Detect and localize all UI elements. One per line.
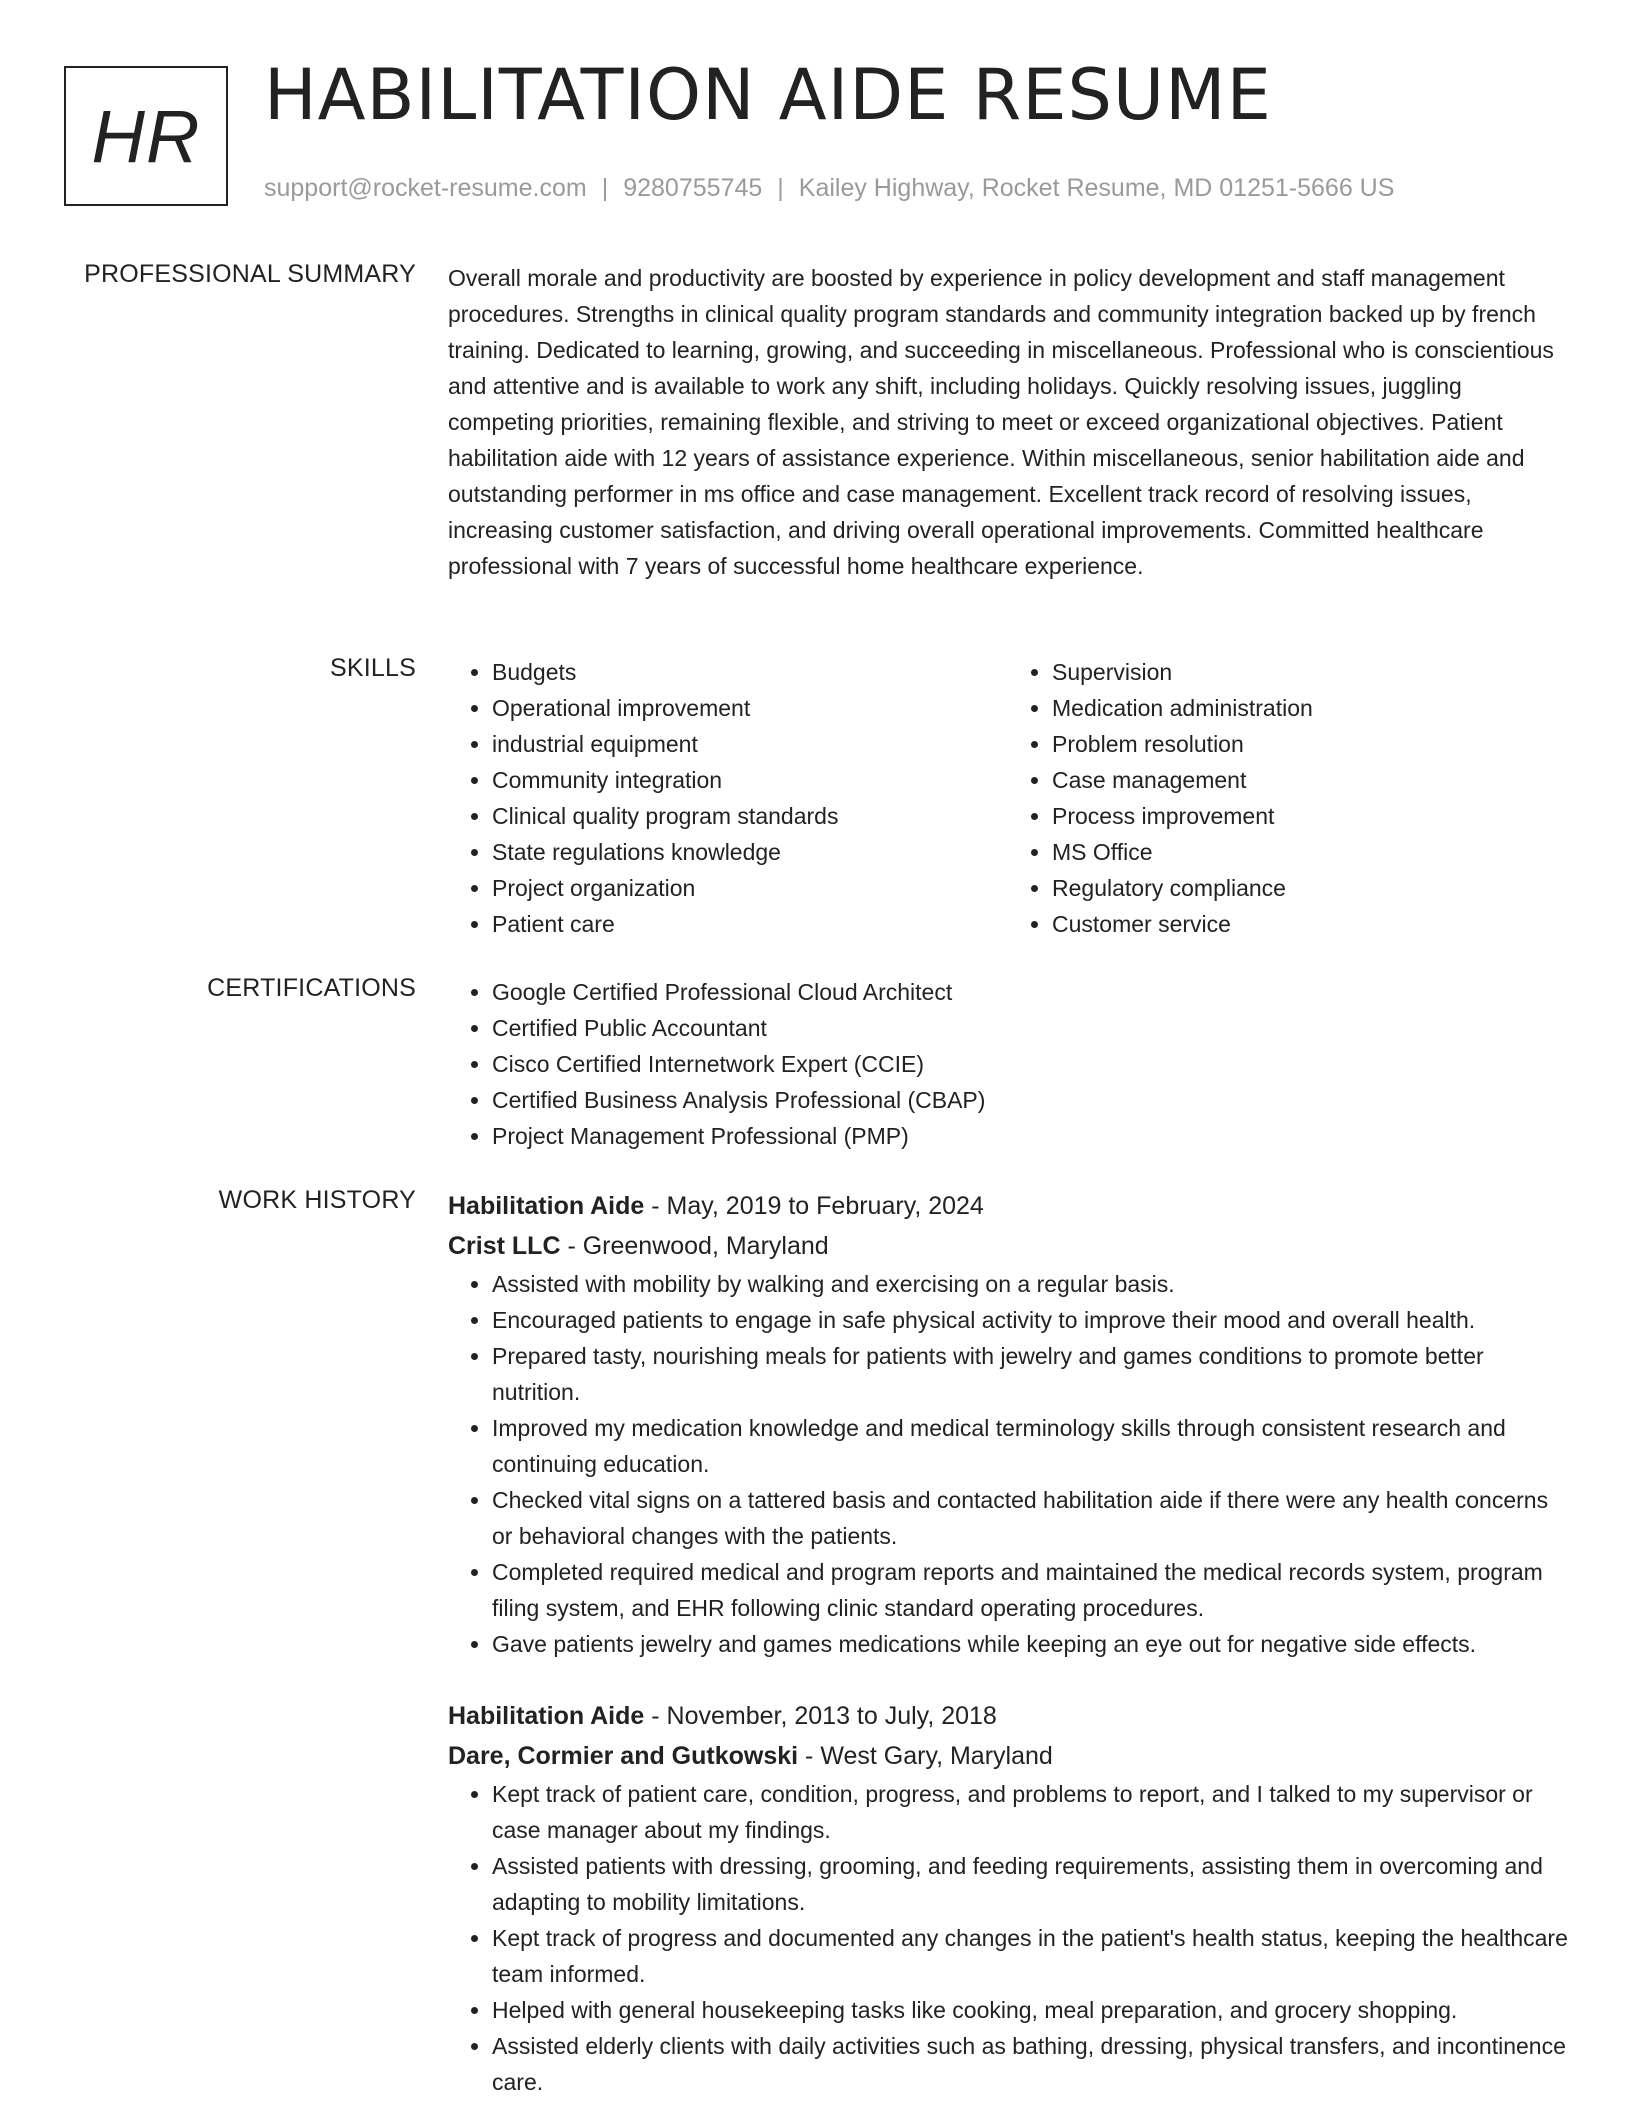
summary-body xyxy=(448,260,1568,584)
skill-item: • Supervision xyxy=(1052,654,1568,690)
job-bullet: • Completed required medical and program reports and maintained the medical records system, program filing system, and EHR following clinic standard operating procedures. xyxy=(492,1554,1568,1626)
skill-item: • Budgets xyxy=(492,654,1008,690)
contact-email[interactable]: support@rocket-resume.com xyxy=(264,174,587,202)
job-location: - Greenwood, Maryland xyxy=(560,1232,829,1260)
skill-item: • MS Office xyxy=(1052,834,1568,870)
job-company-line xyxy=(448,1736,1568,1776)
job-title-line xyxy=(448,1186,1568,1226)
contact-separator: | xyxy=(601,174,609,202)
job-title: Habilitation Aide xyxy=(448,1192,645,1220)
certification-item: • Cisco Certified Internetwork Expert (CCIE) xyxy=(492,1046,1568,1082)
job-bullet: • Assisted with mobility by walking and exercising on a regular basis. xyxy=(492,1266,1568,1302)
contact-separator: | xyxy=(777,174,784,202)
job-bullet: • Assisted patients with dressing, grooming, and feeding requirements, assisting them in overcoming and adapting to mobility limitations. xyxy=(492,1848,1568,1920)
contact-line xyxy=(264,174,1394,203)
job-bullet: • Assisted elderly clients with daily activities such as bathing, dressing, physical transfers, and incontinence care. xyxy=(492,2028,1568,2100)
job-bullets xyxy=(448,1266,1568,1662)
section-label-certifications: CERTIFICATIONS xyxy=(207,974,416,1002)
skill-item: • Medication administration xyxy=(1052,690,1568,726)
job-dates: - May, 2019 to February, 2024 xyxy=(644,1192,984,1220)
section-label-skills: SKILLS xyxy=(330,654,416,682)
section-label-summary: PROFESSIONAL SUMMARY xyxy=(84,260,416,288)
skill-item: • Patient care xyxy=(492,906,1008,942)
job-bullet: • Kept track of patient care, condition, progress, and problems to report, and I talked to my supervisor or case manager about my findings. xyxy=(492,1776,1568,1848)
job-entry xyxy=(448,1696,1568,2100)
job-bullet: • Prepared tasty, nourishing meals for patients with jewelry and games conditions to promote better nutrition. xyxy=(492,1338,1568,1410)
section-label-work-history: WORK HISTORY xyxy=(218,1186,416,1214)
skill-item: • industrial equipment xyxy=(492,726,1008,762)
job-title-line xyxy=(448,1696,1568,1736)
job-company: Crist LLC xyxy=(448,1232,561,1260)
certification-item: • Certified Business Analysis Professional (CBAP) xyxy=(492,1082,1568,1118)
job-bullet: • Encouraged patients to engage in safe physical activity to improve their mood and overall health. xyxy=(492,1302,1568,1338)
job-entry xyxy=(448,1186,1568,1662)
job-bullet: • Improved my medication knowledge and medical terminology skills through consistent research and continuing education. xyxy=(492,1410,1568,1482)
job-bullet: • Checked vital signs on a tattered basis and contacted habilitation aide if there were any health concerns or behavioral changes with the patients. xyxy=(492,1482,1568,1554)
job-dates: - November, 2013 to July, 2018 xyxy=(644,1702,997,1730)
job-bullets xyxy=(448,1776,1568,2100)
job-location: - West Gary, Maryland xyxy=(798,1742,1053,1770)
job-company-line xyxy=(448,1226,1568,1266)
work-history-body xyxy=(448,1186,1568,2100)
job-bullet: • Helped with general housekeeping tasks like cooking, meal preparation, and grocery shopping. xyxy=(492,1992,1568,2028)
skill-item: • State regulations knowledge xyxy=(492,834,1008,870)
certification-item: • Certified Public Accountant xyxy=(492,1010,1568,1046)
job-bullet: • Gave patients jewelry and games medications while keeping an eye out for negative side effects. xyxy=(492,1626,1568,1662)
skills-list-right xyxy=(1008,654,1568,942)
page-title: HABILITATION AIDE RESUME xyxy=(264,54,1272,136)
certifications-list xyxy=(448,974,1568,1154)
monogram-logo: HR xyxy=(64,66,228,206)
job-title: Habilitation Aide xyxy=(448,1702,645,1730)
certifications-body xyxy=(448,974,1568,1154)
skill-item: • Community integration xyxy=(492,762,1008,798)
summary-text: Overall morale and productivity are boosted by experience in policy development and staff management procedures. Strengths in clinical quality program standards and community integration backed up by french training. Dedicated to learning, growing, and succeeding in miscellaneous. Professional who is conscientious and attentive and is available to work any shift, including holidays. Quickly resolving issues, juggling competing priorities, remaining flexible, and striving to meet or exceed organizational objectives. Patient habilitation aide with 12 years of assistance experience. Within miscellaneous, senior habilitation aide and outstanding performer in ms office and case management. Excellent track record of resolving issues, increasing customer satisfaction, and driving overall operational improvements. Committed healthcare professional with 7 years of successful home healthcare experience. xyxy=(448,265,1554,579)
skill-item: • Customer service xyxy=(1052,906,1568,942)
skill-item: • Operational improvement xyxy=(492,690,1008,726)
contact-phone[interactable]: 9280755745 xyxy=(623,174,763,202)
certification-item: • Project Management Professional (PMP) xyxy=(492,1118,1568,1154)
certification-item: • Google Certified Professional Cloud Architect xyxy=(492,974,1568,1010)
skill-item: • Problem resolution xyxy=(1052,726,1568,762)
skill-item: • Project organization xyxy=(492,870,1008,906)
skill-item: • Regulatory compliance xyxy=(1052,870,1568,906)
job-company: Dare, Cormier and Gutkowski xyxy=(448,1742,799,1770)
job-bullet: • Kept track of progress and documented any changes in the patient's health status, keeping the healthcare team informed. xyxy=(492,1920,1568,1992)
skills-list-left xyxy=(448,654,1008,942)
skill-item: • Process improvement xyxy=(1052,798,1568,834)
skills-body xyxy=(448,654,1568,942)
skill-item: • Case management xyxy=(1052,762,1568,798)
contact-address: Kailey Highway, Rocket Resume, MD 01251-5666 US xyxy=(798,174,1395,202)
skill-item: • Clinical quality program standards xyxy=(492,798,1008,834)
